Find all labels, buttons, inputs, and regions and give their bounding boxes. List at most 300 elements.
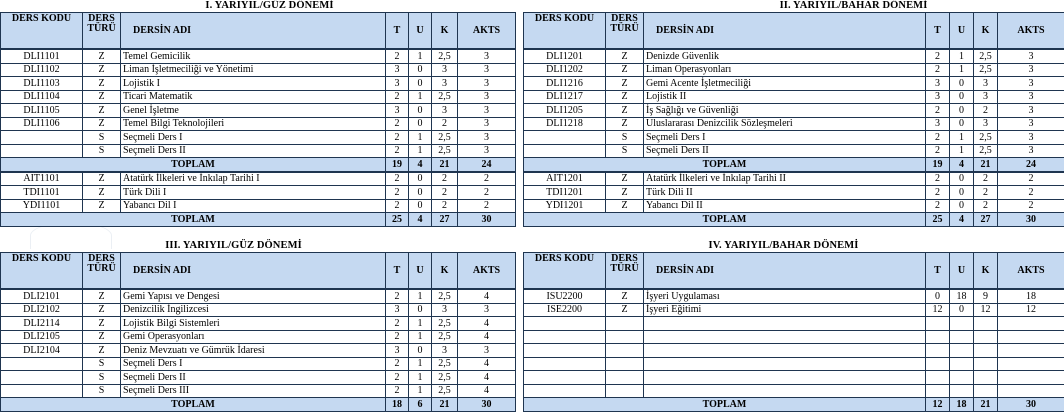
header-course-type-line1: DERS xyxy=(88,253,115,264)
course-code: DLI1103 xyxy=(1,77,83,91)
header-course-type-line1: DERS xyxy=(611,253,638,264)
course-code: DLI2105 xyxy=(1,330,83,344)
credit: 3 xyxy=(432,104,458,118)
course-name: Seçmeli Ders III xyxy=(121,384,386,398)
theory-hours: 3 xyxy=(926,77,950,91)
credit: 3 xyxy=(432,63,458,77)
course-type xyxy=(606,330,644,344)
course-type: Z xyxy=(606,104,644,118)
credit: 2 xyxy=(974,172,998,186)
course-type: Z xyxy=(83,117,121,131)
total-practice: 4 xyxy=(409,158,432,172)
course-name xyxy=(644,384,926,398)
course-row xyxy=(524,49,1064,63)
course-type: Z xyxy=(83,49,121,63)
akts: 12 xyxy=(998,303,1064,317)
course-row xyxy=(1,344,516,358)
course-type: Z xyxy=(606,63,644,77)
theory-hours: 2 xyxy=(386,131,409,145)
course-code xyxy=(524,357,606,371)
akts: 4 xyxy=(458,384,516,398)
theory-hours: 2 xyxy=(386,90,409,104)
header-course-code: DERS KODU xyxy=(524,13,606,50)
akts: 18 xyxy=(998,289,1064,303)
akts: 4 xyxy=(458,371,516,385)
course-name: Gemi Operasyonları xyxy=(121,330,386,344)
total-credit: 21 xyxy=(974,398,998,412)
course-code: AIT1101 xyxy=(1,172,83,186)
course-code: DLI1105 xyxy=(1,104,83,118)
course-row xyxy=(1,186,516,200)
total-practice: 4 xyxy=(409,213,432,227)
akts: 2 xyxy=(458,186,516,200)
course-name xyxy=(644,317,926,331)
header-course-type-line1: DERS xyxy=(611,13,638,24)
akts: 3 xyxy=(458,344,516,358)
credit: 3 xyxy=(432,344,458,358)
practice-hours: 1 xyxy=(409,330,432,344)
header-course-code: DERS KODU xyxy=(524,253,606,290)
course-type: Z xyxy=(83,344,121,358)
course-code xyxy=(524,344,606,358)
akts: 3 xyxy=(458,117,516,131)
course-name xyxy=(644,357,926,371)
total-row xyxy=(524,158,1064,172)
course-name xyxy=(644,330,926,344)
total-row xyxy=(1,213,516,227)
total-practice: 6 xyxy=(409,398,432,412)
akts xyxy=(998,384,1064,398)
course-code: YDI1101 xyxy=(1,199,83,213)
course-row xyxy=(1,371,516,385)
course-type xyxy=(606,317,644,331)
header-akts: AKTS xyxy=(458,253,516,290)
akts: 3 xyxy=(998,90,1064,104)
credit: 2,5 xyxy=(974,131,998,145)
course-code xyxy=(1,357,83,371)
practice-hours xyxy=(950,317,974,331)
course-type: Z xyxy=(606,49,644,63)
course-type xyxy=(606,384,644,398)
course-name: Deniz Mevzuatı ve Gümrük İdaresi xyxy=(121,344,386,358)
credit: 12 xyxy=(974,303,998,317)
course-code: DLI1218 xyxy=(524,117,606,131)
course-row xyxy=(524,371,1064,385)
akts: 3 xyxy=(458,77,516,91)
theory-hours: 2 xyxy=(386,357,409,371)
practice-hours: 1 xyxy=(950,49,974,63)
course-row xyxy=(1,199,516,213)
theory-hours: 2 xyxy=(926,131,950,145)
header-theory: T xyxy=(386,253,409,290)
course-row xyxy=(1,303,516,317)
akts: 2 xyxy=(458,172,516,186)
course-code: ISE2200 xyxy=(524,303,606,317)
course-row xyxy=(1,49,516,63)
course-name: Temel Gemicilik xyxy=(121,49,386,63)
header-course-name: DERSİN ADI xyxy=(644,13,926,50)
header-practice: U xyxy=(409,253,432,290)
akts: 3 xyxy=(998,63,1064,77)
header-course-type xyxy=(83,13,121,50)
semester-2-title: II. YARIYIL/BAHAR DÖNEMİ xyxy=(779,0,928,11)
course-row xyxy=(524,303,1064,317)
semester-4-table xyxy=(523,252,1064,412)
course-type: Z xyxy=(606,172,644,186)
course-row xyxy=(524,357,1064,371)
course-type: Z xyxy=(83,104,121,118)
course-row xyxy=(524,63,1064,77)
course-type: Z xyxy=(83,330,121,344)
semester-1-table xyxy=(0,12,516,227)
credit: 2 xyxy=(432,117,458,131)
akts: 3 xyxy=(998,104,1064,118)
course-code xyxy=(1,144,83,158)
course-name: Atatürk İlkeleri ve İnkılap Tarihi I xyxy=(121,172,386,186)
course-code: DLI2114 xyxy=(1,317,83,331)
course-type: Z xyxy=(83,303,121,317)
course-type: Z xyxy=(83,199,121,213)
practice-hours: 1 xyxy=(950,63,974,77)
akts: 4 xyxy=(458,289,516,303)
practice-hours: 0 xyxy=(950,90,974,104)
header-practice: U xyxy=(409,13,432,50)
akts: 3 xyxy=(998,144,1064,158)
course-type: Z xyxy=(83,186,121,200)
total-theory: 25 xyxy=(926,213,950,227)
credit: 3 xyxy=(974,117,998,131)
practice-hours: 0 xyxy=(409,117,432,131)
akts: 4 xyxy=(458,330,516,344)
course-name: Denizde Güvenlik xyxy=(644,49,926,63)
practice-hours: 0 xyxy=(950,172,974,186)
semester-1-section xyxy=(0,0,515,230)
akts: 3 xyxy=(458,131,516,145)
course-type: Z xyxy=(83,77,121,91)
course-row xyxy=(1,90,516,104)
course-type: Z xyxy=(606,117,644,131)
practice-hours xyxy=(950,357,974,371)
theory-hours: 2 xyxy=(386,384,409,398)
semester-4-title: IV. YARIYIL/BAHAR DÖNEMİ xyxy=(708,240,859,251)
semester-4-section xyxy=(523,240,1064,418)
practice-hours: 1 xyxy=(409,371,432,385)
credit xyxy=(974,344,998,358)
theory-hours: 2 xyxy=(386,317,409,331)
course-code: DLI1217 xyxy=(524,90,606,104)
practice-hours: 0 xyxy=(409,104,432,118)
theory-hours: 2 xyxy=(386,199,409,213)
header-course-type-line2: TÜRÜ xyxy=(87,23,116,34)
theory-hours: 3 xyxy=(386,104,409,118)
total-label: TOPLAM xyxy=(1,398,386,412)
course-name: Genel İşletme xyxy=(121,104,386,118)
course-type: S xyxy=(83,131,121,145)
header-credit: K xyxy=(432,13,458,50)
course-name: Yabancı Dil I xyxy=(121,199,386,213)
akts: 4 xyxy=(458,357,516,371)
total-credit: 21 xyxy=(974,158,998,172)
akts: 3 xyxy=(458,49,516,63)
course-type: Z xyxy=(83,63,121,77)
total-theory: 19 xyxy=(926,158,950,172)
course-row xyxy=(524,77,1064,91)
akts: 3 xyxy=(998,77,1064,91)
practice-hours xyxy=(950,330,974,344)
practice-hours: 1 xyxy=(409,384,432,398)
course-type: Z xyxy=(83,90,121,104)
course-code xyxy=(524,384,606,398)
course-row xyxy=(524,344,1064,358)
akts xyxy=(998,357,1064,371)
total-credit: 21 xyxy=(432,398,458,412)
theory-hours: 12 xyxy=(926,303,950,317)
theory-hours: 3 xyxy=(386,77,409,91)
course-name: Ticari Matematik xyxy=(121,90,386,104)
theory-hours xyxy=(926,357,950,371)
course-type: S xyxy=(606,131,644,145)
total-akts: 24 xyxy=(458,158,516,172)
course-type: S xyxy=(83,144,121,158)
practice-hours: 0 xyxy=(409,303,432,317)
total-theory: 18 xyxy=(386,398,409,412)
total-theory: 25 xyxy=(386,213,409,227)
course-name: İşyeri Eğitimi xyxy=(644,303,926,317)
course-type: S xyxy=(83,371,121,385)
course-type: Z xyxy=(606,77,644,91)
course-type: Z xyxy=(606,186,644,200)
course-name: Lojistik II xyxy=(644,90,926,104)
course-code xyxy=(1,384,83,398)
theory-hours: 2 xyxy=(386,172,409,186)
credit xyxy=(974,384,998,398)
header-practice: U xyxy=(950,253,974,290)
theory-hours: 2 xyxy=(386,371,409,385)
header-course-type xyxy=(83,253,121,290)
credit: 2,5 xyxy=(974,49,998,63)
header-course-type xyxy=(606,253,644,290)
practice-hours: 1 xyxy=(409,289,432,303)
course-code: DLI1104 xyxy=(1,90,83,104)
credit: 2 xyxy=(432,186,458,200)
practice-hours: 0 xyxy=(950,186,974,200)
header-course-type-line1: DERS xyxy=(88,13,115,24)
course-row xyxy=(1,317,516,331)
course-row xyxy=(524,289,1064,303)
credit xyxy=(974,371,998,385)
practice-hours: 18 xyxy=(950,289,974,303)
practice-hours: 0 xyxy=(409,77,432,91)
total-theory: 19 xyxy=(386,158,409,172)
credit: 2,5 xyxy=(432,90,458,104)
course-name: Liman İşletmeciliği ve Yönetimi xyxy=(121,63,386,77)
course-row xyxy=(1,357,516,371)
theory-hours xyxy=(926,371,950,385)
practice-hours: 0 xyxy=(950,104,974,118)
practice-hours: 1 xyxy=(409,317,432,331)
course-row xyxy=(524,117,1064,131)
course-type: Z xyxy=(83,317,121,331)
total-akts: 30 xyxy=(458,398,516,412)
total-label: TOPLAM xyxy=(524,158,926,172)
header-akts: AKTS xyxy=(458,13,516,50)
theory-hours xyxy=(926,344,950,358)
course-name xyxy=(644,371,926,385)
theory-hours: 2 xyxy=(926,144,950,158)
theory-hours: 2 xyxy=(926,186,950,200)
akts: 3 xyxy=(458,63,516,77)
akts xyxy=(998,330,1064,344)
credit: 2,5 xyxy=(432,357,458,371)
theory-hours xyxy=(926,317,950,331)
header-akts: AKTS xyxy=(998,13,1064,50)
header-credit: K xyxy=(432,253,458,290)
akts: 2 xyxy=(998,186,1064,200)
akts: 3 xyxy=(998,131,1064,145)
practice-hours: 0 xyxy=(950,303,974,317)
credit: 2,5 xyxy=(432,384,458,398)
course-row xyxy=(524,186,1064,200)
course-code: DLI2102 xyxy=(1,303,83,317)
theory-hours xyxy=(926,384,950,398)
course-code xyxy=(524,144,606,158)
header-credit: K xyxy=(974,13,998,50)
course-name: Seçmeli Ders I xyxy=(121,357,386,371)
course-type: S xyxy=(83,384,121,398)
credit: 2,5 xyxy=(432,330,458,344)
total-label: TOPLAM xyxy=(524,213,926,227)
credit xyxy=(974,330,998,344)
theory-hours: 2 xyxy=(926,49,950,63)
course-code xyxy=(524,330,606,344)
course-type: S xyxy=(606,144,644,158)
course-code: ISU2200 xyxy=(524,289,606,303)
practice-hours: 1 xyxy=(409,144,432,158)
course-row xyxy=(1,77,516,91)
semester-2-table xyxy=(523,12,1064,227)
total-credit: 27 xyxy=(432,213,458,227)
header-course-name: DERSİN ADI xyxy=(644,253,926,290)
theory-hours: 3 xyxy=(386,303,409,317)
total-theory: 12 xyxy=(926,398,950,412)
course-name: İşyeri Uygulaması xyxy=(644,289,926,303)
credit: 2 xyxy=(974,104,998,118)
course-code: DLI1102 xyxy=(1,63,83,77)
total-akts: 30 xyxy=(998,213,1064,227)
course-row xyxy=(1,289,516,303)
course-row xyxy=(1,117,516,131)
semester-2-section xyxy=(523,0,1064,230)
course-code: DLI1106 xyxy=(1,117,83,131)
total-practice: 4 xyxy=(950,158,974,172)
course-code: AIT1201 xyxy=(524,172,606,186)
header-theory: T xyxy=(386,13,409,50)
akts: 2 xyxy=(998,199,1064,213)
total-akts: 30 xyxy=(998,398,1064,412)
header-course-type-line2: TÜRÜ xyxy=(610,263,639,274)
course-type: Z xyxy=(606,289,644,303)
practice-hours xyxy=(950,384,974,398)
course-code xyxy=(524,317,606,331)
course-type xyxy=(606,371,644,385)
akts xyxy=(998,344,1064,358)
total-practice: 18 xyxy=(950,398,974,412)
theory-hours: 3 xyxy=(386,63,409,77)
theory-hours: 3 xyxy=(386,344,409,358)
practice-hours: 1 xyxy=(409,357,432,371)
header-course-name: DERSİN ADI xyxy=(121,253,386,290)
course-row xyxy=(524,172,1064,186)
course-code: DLI2101 xyxy=(1,289,83,303)
header-credit: K xyxy=(974,253,998,290)
credit: 2 xyxy=(974,199,998,213)
course-name: Liman Operasyonları xyxy=(644,63,926,77)
credit: 2,5 xyxy=(432,371,458,385)
semester-3-section xyxy=(0,240,515,418)
total-label: TOPLAM xyxy=(524,398,926,412)
akts: 3 xyxy=(458,90,516,104)
practice-hours: 0 xyxy=(409,199,432,213)
credit: 2,5 xyxy=(432,131,458,145)
course-name: Lojistik I xyxy=(121,77,386,91)
theory-hours: 2 xyxy=(386,49,409,63)
credit: 2,5 xyxy=(432,289,458,303)
theory-hours: 2 xyxy=(386,289,409,303)
course-name: Denizcilik İngilizcesi xyxy=(121,303,386,317)
akts xyxy=(998,371,1064,385)
practice-hours: 0 xyxy=(409,63,432,77)
akts xyxy=(998,317,1064,331)
course-name: Seçmeli Ders II xyxy=(644,144,926,158)
course-name: Seçmeli Ders I xyxy=(121,131,386,145)
header-course-type-line2: TÜRÜ xyxy=(610,23,639,34)
header-theory: T xyxy=(926,253,950,290)
practice-hours: 1 xyxy=(950,131,974,145)
total-akts: 24 xyxy=(998,158,1064,172)
course-code: YDI1201 xyxy=(524,199,606,213)
credit: 2 xyxy=(974,186,998,200)
course-code xyxy=(524,371,606,385)
course-code: TDI1201 xyxy=(524,186,606,200)
course-row xyxy=(524,317,1064,331)
akts: 3 xyxy=(458,303,516,317)
credit: 2,5 xyxy=(432,144,458,158)
course-type xyxy=(606,344,644,358)
theory-hours: 3 xyxy=(926,117,950,131)
theory-hours: 2 xyxy=(386,117,409,131)
course-row xyxy=(1,63,516,77)
course-row xyxy=(524,104,1064,118)
credit: 9 xyxy=(974,289,998,303)
theory-hours: 2 xyxy=(386,144,409,158)
practice-hours: 0 xyxy=(409,344,432,358)
course-name: Seçmeli Ders II xyxy=(121,371,386,385)
semester-3-table xyxy=(0,252,516,412)
theory-hours: 2 xyxy=(386,330,409,344)
credit: 2 xyxy=(432,172,458,186)
credit: 3 xyxy=(432,303,458,317)
course-row xyxy=(524,144,1064,158)
total-row xyxy=(1,158,516,172)
table-header-row xyxy=(524,13,1064,50)
credit: 3 xyxy=(974,77,998,91)
total-row xyxy=(524,398,1064,412)
akts: 3 xyxy=(458,104,516,118)
course-name: Türk Dili I xyxy=(121,186,386,200)
table-header-row xyxy=(1,13,516,50)
theory-hours xyxy=(926,330,950,344)
header-theory: T xyxy=(926,13,950,50)
